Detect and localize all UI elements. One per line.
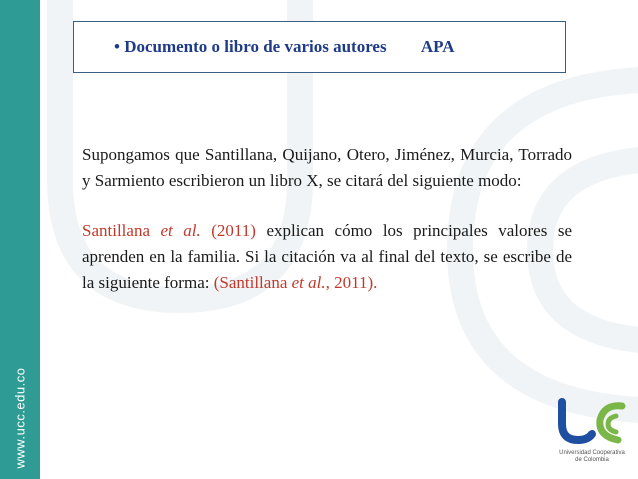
- title-tag: APA: [420, 37, 455, 56]
- logo-caption-line1: Universidad Cooperativa: [559, 450, 625, 456]
- logo-caption: [552, 450, 632, 464]
- end-citation-et-al: et al.: [291, 273, 326, 292]
- title-bullet: •: [114, 37, 120, 56]
- sidebar-url: www.ucc.edu.co: [12, 367, 28, 469]
- title-box: [73, 21, 566, 73]
- logo-u-shape: [562, 402, 592, 440]
- slide-content: [82, 142, 572, 296]
- logo-c-inner: [608, 416, 616, 432]
- title-text: Documento o libro de varios autores: [124, 37, 387, 56]
- citation-year: (2011): [200, 221, 256, 240]
- citation-et-al: et al.: [160, 221, 201, 240]
- citation-author: Santillana: [82, 221, 161, 240]
- end-citation-open: (Santillana: [213, 273, 292, 292]
- logo-c-outer: [600, 406, 622, 440]
- end-citation-close: , 2011).: [325, 273, 378, 292]
- example-body: explican cómo los principales valores se aprenden en la familia. Si la citación va al final del texto, se escribe de la siguiente forma:: [82, 221, 572, 292]
- slide-title: [114, 37, 455, 57]
- logo-caption-line2: de Colombia: [575, 457, 609, 463]
- sidebar-band: [0, 0, 40, 479]
- paragraph-example: [82, 218, 572, 296]
- paragraph-intro: Supongamos que Santillana, Quijano, Otero, Jiménez, Murcia, Torrado y Sarmiento escribieron un libro X, se citará del siguiente modo:: [82, 145, 572, 190]
